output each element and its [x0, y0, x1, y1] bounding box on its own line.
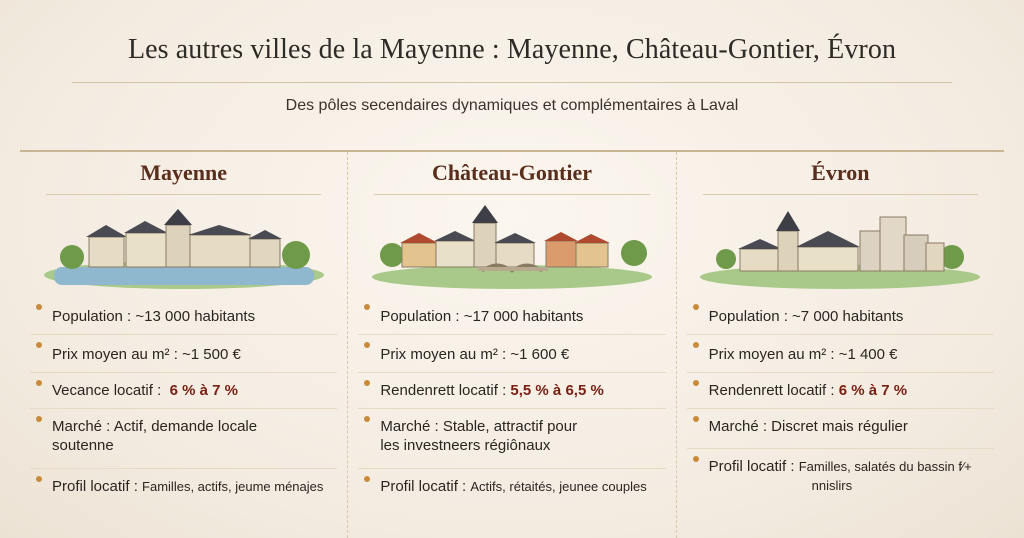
page-title: Les autres villes de la Mayenne : Mayenne, Château-Gontier, Évron [127, 34, 897, 65]
fact-text-cont: soutenne [52, 437, 114, 454]
bullet-icon [693, 342, 699, 348]
fact-profile [687, 449, 994, 509]
fact-text: Prix moyen au m² : ~1 500 € [52, 346, 241, 363]
city-name-divider [703, 194, 978, 195]
fact-price [687, 335, 994, 373]
fact-population [358, 297, 665, 335]
fact-market [30, 409, 337, 469]
fact-label: Profil locatif : [708, 458, 795, 475]
bullet-icon [36, 416, 42, 422]
fact-population [687, 297, 994, 335]
city-facts [687, 297, 994, 509]
fact-text-cont: les investneers régiônaux [380, 437, 551, 454]
bullet-icon [364, 342, 370, 348]
city-card-chateau-gontier [347, 152, 675, 538]
bullet-icon [693, 456, 699, 462]
fact-text: Prix moyen au m² : ~1 400 € [708, 346, 898, 363]
fact-text: Population : ~7 000 habitants [708, 308, 904, 325]
fact-text: Marché : Discret mais régulier [708, 418, 908, 435]
fact-rate [30, 373, 337, 409]
fact-rate [687, 373, 994, 409]
bullet-icon [364, 416, 370, 422]
fact-label: Vecance locatif : [52, 382, 162, 399]
title-divider [72, 82, 952, 83]
fact-text: Marché : Actif, demande locale [52, 418, 258, 435]
bullet-icon [364, 476, 370, 482]
city-card-mayenne [20, 152, 347, 538]
fact-highlight: 6 % à 7 % [838, 382, 908, 399]
fact-text: Population : ~17 000 habitants [380, 308, 584, 325]
bullet-icon [693, 304, 699, 310]
fact-text: Actifs, rétaités, jeunee couples [470, 479, 647, 494]
fact-label: Profil locatif : [380, 478, 467, 495]
city-name-divider [46, 194, 321, 195]
fact-population [30, 297, 337, 335]
city-name: Château-Gontier [431, 160, 593, 185]
mayenne-castle-illustration [34, 197, 334, 293]
fact-price [30, 335, 337, 373]
bullet-icon [36, 380, 42, 386]
fact-text-cont: nnislirs [811, 478, 853, 493]
city-columns [20, 152, 1004, 538]
city-card-evron [676, 152, 1004, 538]
city-name-divider [374, 194, 649, 195]
bullet-icon [364, 380, 370, 386]
fact-text: Population : ~13 000 habitants [52, 308, 256, 325]
fact-text: Marché : Stable, attractif pour [380, 418, 578, 435]
chateau-gontier-town-illustration [362, 197, 662, 293]
fact-market [358, 409, 665, 469]
bullet-icon [36, 476, 42, 482]
fact-label: Rendenrett locatif : [708, 382, 835, 399]
fact-label: Rendenrett locatif : [380, 382, 507, 399]
city-facts [30, 297, 337, 513]
fact-highlight: 6 % à 7 % [169, 382, 238, 399]
fact-profile [358, 469, 665, 513]
fact-profile [30, 469, 337, 513]
fact-market [687, 409, 994, 449]
evron-town-illustration [690, 197, 990, 293]
page-subtitle: Des pôles secendaires dynamiques et complémentaires à Laval [285, 97, 739, 114]
bullet-icon [693, 380, 699, 386]
fact-label: Profil locatif : [52, 478, 138, 495]
city-facts [358, 297, 665, 513]
fact-highlight: 5,5 % à 6,5 % [510, 382, 604, 399]
city-name: Évron [811, 160, 870, 185]
bullet-icon [36, 304, 42, 310]
bullet-icon [36, 342, 42, 348]
fact-price [358, 335, 665, 373]
city-name: Mayenne [140, 160, 228, 185]
bullet-icon [693, 416, 699, 422]
bullet-icon [364, 304, 370, 310]
fact-text: Familles, salatés du bassin f⁄+ [798, 459, 972, 474]
fact-text: Familles, actifs, jeume ménajes [142, 479, 324, 494]
fact-text: Prix moyen au m² : ~1 600 € [380, 346, 570, 363]
fact-rate [358, 373, 665, 409]
